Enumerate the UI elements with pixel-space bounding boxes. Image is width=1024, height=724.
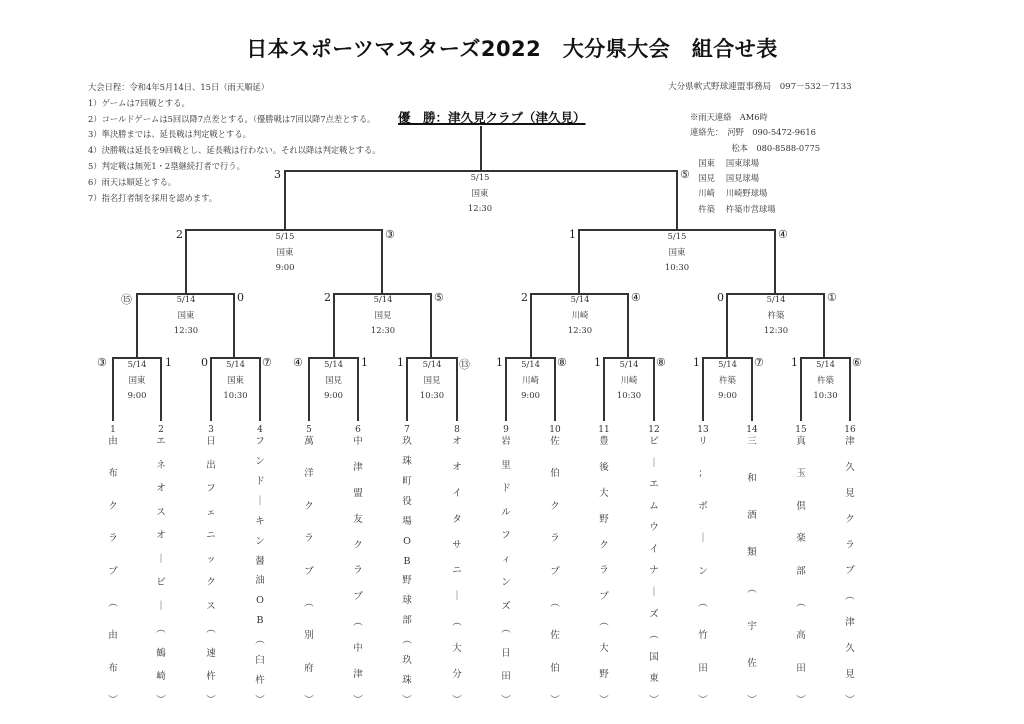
qf4-score-right: ① [827,291,837,304]
contact-matsumoto: 松本 080-8588-0775 [690,142,821,153]
match-date: 5/14 [422,359,442,369]
team-name: 佐 伯 ク ラ ブ ︵ 佐 伯 ︶ [550,436,560,706]
match-date: 5/15 [470,172,490,182]
match-date: 5/14 [718,359,737,369]
sf2-score-right: ④ [778,228,788,241]
qf4-match-info [727,292,825,339]
match-time: 10:30 [664,262,690,272]
rule-1: 1）ゲームは7回戦とする。 [88,97,190,108]
venue-kitsuki: 杵築 杵築市営球場 [690,203,776,214]
team-entry [545,425,565,706]
sf1-score-right: ③ [385,228,395,241]
venue-kunisaki: 国東 国東球場 [690,157,760,168]
match-time: 10:30 [223,390,248,400]
match-time: 9:00 [324,390,343,400]
match-date: 5/14 [324,359,343,369]
match-venue: 国東 [471,187,489,198]
match-venue: 川崎 [522,374,539,385]
team-name: リ ； ボ ｜ ン ︵ 竹 田 ︶ [698,436,708,706]
match-time: 12:30 [173,325,199,335]
rule-5: 5）判定戦は無死1・2塁継続打者で行う。 [88,160,245,171]
team-entry [250,425,270,706]
team-entry [594,425,614,706]
match-time: 12:30 [567,325,593,335]
team-number: 14 [746,425,758,435]
office-contact: 大分県軟式野球連盟事務局 097－532－7133 [668,82,852,92]
team-number: 16 [844,425,856,435]
match-time: 9:00 [521,390,540,400]
rule-schedule: 大会日程：令和4年5月14日、15日（雨天順延） [88,82,270,92]
team-number: 7 [404,425,410,435]
qf3-score-left: 2 [521,291,528,304]
team-entry [644,425,664,706]
rule-6: 6）雨天は順延とする。 [88,176,177,187]
r1-7-match-info [703,357,752,404]
team-name: 萬 洋 ク ラ ブ ︵ 別 府 ︶ [304,436,314,706]
r1-6-score-right: ⑧ [656,356,666,369]
r1-5-score-left: 1 [496,356,503,369]
team-number: 1 [110,425,116,435]
match-time: 9:00 [718,390,737,400]
team-number: 8 [454,425,460,435]
venue-kawasaki: 川崎 川崎野球場 [690,188,768,199]
match-venue: 国東 [668,246,686,257]
team-entry [496,425,516,706]
sf2-right-line [774,229,776,294]
match-venue: 国見 [374,309,392,320]
r1-8-score-left: 1 [791,356,798,369]
match-venue: 川崎 [571,309,589,320]
team-name: 玖 珠 町 役 場 O B 野 球 部 ︵ 玖 珠 ︶ [402,436,412,706]
team-entry [348,425,368,706]
team-entry [791,425,811,706]
team-number: 4 [257,425,263,435]
r1-4-match-info [407,357,457,404]
match-venue: 国東 [128,374,146,385]
match-time: 9:00 [275,262,295,272]
qf2-match-info [334,292,432,339]
final-match-info [430,170,530,217]
tournament-rules [88,80,381,206]
match-date: 5/14 [766,294,786,304]
team-entry [103,425,123,706]
r1-8-score-right: ⑥ [852,356,862,369]
rain-contact: ※雨天連絡 AM6時 [690,112,768,122]
team-entry [397,425,417,706]
final-score-right: ⑤ [680,168,690,181]
match-date: 5/14 [619,359,639,369]
r1-3-score-right: 1 [361,356,368,369]
match-venue: 国東 [227,374,244,385]
match-venue: 杵築 [719,374,736,385]
page-title: 日本スポーツマスターズ2022 大分県大会 組合せ表 [246,37,778,61]
team-entry [299,425,319,706]
team-name: 豊 後 大 野 ク ラ ブ ︵ 大 野 ︶ [599,436,609,706]
team-name: 中 津 盟 友 ク ラ ブ ︵ 中 津 ︶ [353,436,363,706]
contact-kono: 連絡先： 河野 090-5472-9616 [690,127,816,138]
team-name: フ ン ド ｜ キ ン 醤 油 O B ︵ 臼 杵 ︶ [255,436,265,706]
qf2-score-right: ⑤ [434,291,444,304]
final-right-line [676,170,678,230]
r1-6-score-left: 1 [594,356,601,369]
qf2-score-left: 2 [324,291,331,304]
match-venue: 国見 [325,374,342,385]
r1-2-match-info [211,357,260,404]
match-date: 5/15 [275,231,295,241]
match-time: 12:30 [467,203,493,213]
match-time: 10:30 [616,390,642,400]
match-date: 5/14 [226,359,245,369]
team-number: 15 [795,425,807,435]
team-number: 2 [158,425,164,435]
team-entry [447,425,467,706]
qf3-match-info [531,292,629,339]
r1-3-match-info [309,357,358,404]
match-time: 9:00 [127,390,147,400]
team-name: エ ネ オ ス オ ｜ ビ ｜ ︵ 鶴 崎 ︶ [156,436,166,706]
r1-8-match-info [801,357,850,404]
sf1-match-info [235,229,335,276]
venue-kunimi: 国見 国見球場 [690,173,760,184]
sf1-score-left: 2 [176,228,183,241]
qf1-match-info [137,292,235,339]
match-date: 5/14 [373,294,393,304]
team-name: 真 玉 倶 楽 部 ︵ 高 田 ︶ [796,436,806,706]
team-name: 三 和 酒 類 ︵ 宇 佐 ︶ [747,436,757,706]
team-number: 12 [648,425,660,435]
team-entry [201,425,221,706]
r1-6-match-info [604,357,654,404]
qf1-score-left: ⑮ [121,293,132,306]
final-left-line [284,170,286,230]
r1-4-score-left: 1 [397,356,404,369]
sf2-left-line [578,229,580,294]
team-number: 13 [697,425,709,435]
r1-1-score-right: 1 [165,356,172,369]
match-date: 5/14 [816,359,835,369]
rule-3: 3）準決勝までは、延長戦は判定戦とする。 [88,129,251,140]
sf2-score-left: 1 [569,228,576,241]
sf1-left-line [185,229,187,294]
team-entry [151,425,171,706]
team-name: 日 出 フ ェ ニ ッ ク ス ︵ 速 杵 ︶ [206,436,216,706]
match-venue: 国東 [177,309,195,320]
team-number: 9 [503,425,509,435]
team-entry [742,425,762,706]
team-name: 岩 里 ド ル フ ィ ン ズ ︵ 日 田 ︶ [501,436,511,706]
r1-7-score-right: ⑦ [754,356,764,369]
match-time: 10:30 [813,390,838,400]
champion-label: 優 勝：津久見クラブ（津久見） [398,110,586,125]
champion-line [480,126,482,171]
sf1-right-line [381,229,383,294]
match-venue: 川崎 [620,374,638,385]
r1-1-score-left: ③ [97,356,107,369]
r1-4-score-right: ⑬ [459,358,470,371]
final-score-left: 3 [274,168,281,181]
r1-1-match-info [113,357,161,404]
qf1-score-right: 0 [237,291,244,304]
match-time: 10:30 [419,390,445,400]
team-number: 6 [355,425,361,435]
rule-2: 2）コールドゲームは5回以降7点差とする。（優勝戦は7回以降7点差とする。 [88,113,376,124]
team-number: 3 [208,425,214,435]
match-venue: 国見 [423,374,441,385]
rule-4: 4）決勝戦は延長を9回戦とし、延長戦は行わない。それ以降は判定戦とする。 [88,145,381,156]
r1-7-score-left: 1 [693,356,700,369]
r1-3-score-left: ④ [293,356,303,369]
match-date: 5/14 [570,294,590,304]
match-time: 12:30 [370,325,396,335]
match-date: 5/14 [521,359,540,369]
team-name: ビ ｜ エ ム ウ イ ナ ｜ ズ ︵ 国 東 ︶ [649,436,659,706]
r1-2-score-left: 0 [201,356,208,369]
team-number: 10 [549,425,561,435]
team-entry [840,425,860,706]
r1-5-match-info [506,357,555,404]
r1-2-score-right: ⑦ [262,356,272,369]
match-date: 5/14 [127,359,147,369]
team-number: 11 [598,425,610,435]
r1-5-score-right: ⑧ [557,356,567,369]
match-venue: 杵築 [817,374,834,385]
match-time: 12:30 [763,325,789,335]
match-date: 5/14 [176,294,196,304]
team-name: オ オ イ タ サ ニ ｜ ︵ 大 分 ︶ [452,436,462,706]
match-venue: 国東 [276,246,294,257]
contact-info [690,110,820,217]
match-venue: 杵築 [767,309,785,320]
match-date: 5/15 [667,231,687,241]
team-entry [693,425,713,706]
rule-7: 7）指名打者制を採用を認めます。 [88,192,218,203]
sf2-match-info [627,229,727,276]
qf4-score-left: 0 [717,291,724,304]
team-name: 由 布 ク ラ ブ ︵ 由 布 ︶ [108,436,118,706]
team-number: 5 [306,425,312,435]
team-name: 津 久 見 ク ラ ブ ︵ 津 久 見 ︶ [845,436,855,706]
qf3-score-right: ④ [631,291,641,304]
